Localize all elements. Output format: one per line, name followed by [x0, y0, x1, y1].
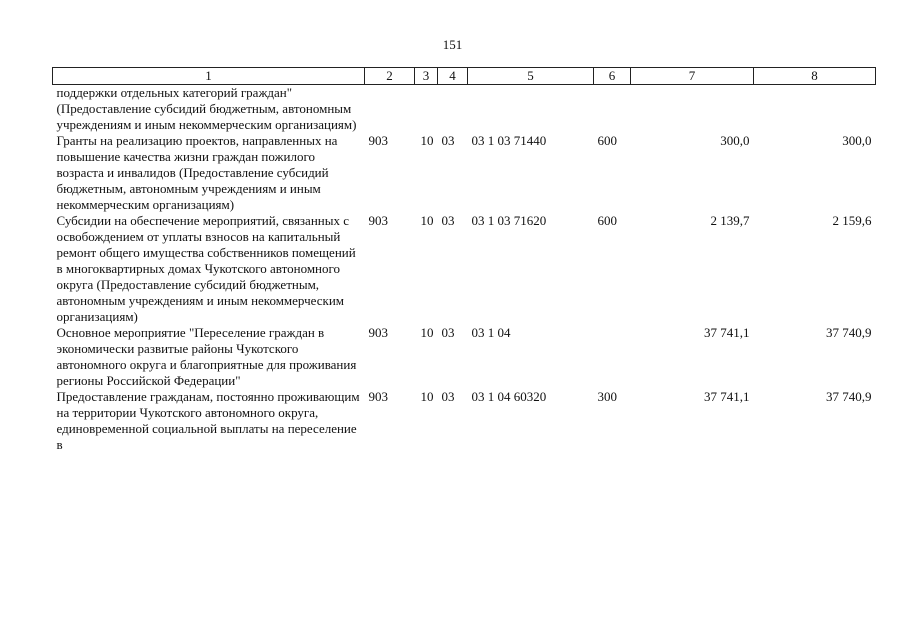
- header-cell-6: 6: [594, 68, 631, 85]
- header-cell-5: 5: [468, 68, 594, 85]
- header-cell-4: 4: [438, 68, 468, 85]
- table-row: [53, 133, 876, 213]
- table-row: [53, 325, 876, 389]
- table-row: [53, 85, 876, 134]
- row-name: поддержки отдельных категорий граждан" (Предоставление субсидий бюджетным, автономным учреждениям и иным некоммерческим организациям): [56, 85, 357, 132]
- row-gov-code: [365, 85, 415, 134]
- row-gov-code: 903: [368, 133, 388, 148]
- row-target-article: [468, 85, 594, 134]
- row-target-article: 03 1 04: [471, 325, 511, 340]
- row-amount-7: 37 741,1: [704, 389, 750, 404]
- table-row: [53, 389, 876, 453]
- row-subsection: 03: [441, 389, 455, 404]
- row-subsection: [438, 85, 468, 134]
- row-target-article: 03 1 03 71620: [471, 213, 547, 228]
- budget-table: [52, 67, 876, 453]
- row-subsection: 03: [441, 325, 455, 340]
- row-expense-type: [594, 325, 631, 389]
- row-target-article: 03 1 03 71440: [471, 133, 547, 148]
- row-gov-code: 903: [368, 325, 388, 340]
- row-amount-7: 300,0: [720, 133, 750, 148]
- row-amount-7: 2 139,7: [710, 213, 750, 228]
- row-subsection: 03: [441, 133, 455, 148]
- row-amount-8: 300,0: [842, 133, 872, 148]
- header-cell-1: 1: [53, 68, 365, 85]
- row-expense-type: 600: [597, 213, 617, 228]
- row-amount-7: 37 741,1: [704, 325, 750, 340]
- row-amount-8: [754, 85, 876, 134]
- row-gov-code: 903: [368, 389, 388, 404]
- header-cell-2: 2: [365, 68, 415, 85]
- row-expense-type: 600: [597, 133, 617, 148]
- row-name: Субсидии на обеспечение мероприятий, связанных с освобождением от уплаты взносов на капитальный ремонт общего имущества собственников помещений в многоквартирных домах Чукотского автономного округа (Предоставление субсидий бюджетным, автономным учреждениям и иным некоммерческим организациям): [56, 213, 356, 324]
- row-expense-type: [594, 85, 631, 134]
- row-amount-8: 2 159,6: [832, 213, 872, 228]
- row-section: [415, 85, 438, 134]
- row-name: Основное мероприятие "Переселение граждан в экономически развитые районы Чукотского автономного округа и благоприятные для проживания регионы Российской Федерации": [56, 325, 357, 388]
- row-section: 10: [420, 325, 434, 340]
- row-expense-type: 300: [597, 389, 617, 404]
- header-cell-8: 8: [754, 68, 876, 85]
- row-name: Гранты на реализацию проектов, направленных на повышение качества жизни граждан пожилого возраста и инвалидов (Предоставление субсидий бюджетным, автономным учреждениям и иным некоммерческим организациям): [56, 133, 338, 212]
- row-target-article: 03 1 04 60320: [471, 389, 547, 404]
- page-number: 151: [442, 37, 463, 52]
- row-subsection: 03: [441, 213, 455, 228]
- row-amount-7: [631, 85, 754, 134]
- row-gov-code: 903: [368, 213, 388, 228]
- row-name: Предоставление гражданам, постоянно проживающим на территории Чукотского автономного округа, единовременной социальной выплаты на переселение в: [56, 389, 360, 452]
- header-row: [53, 68, 876, 85]
- row-section: 10: [420, 389, 434, 404]
- row-amount-8: 37 740,9: [826, 389, 872, 404]
- row-section: 10: [420, 213, 434, 228]
- header-cell-7: 7: [631, 68, 754, 85]
- row-amount-8: 37 740,9: [826, 325, 872, 340]
- header-cell-3: 3: [415, 68, 438, 85]
- table-row: [53, 213, 876, 325]
- row-section: 10: [420, 133, 434, 148]
